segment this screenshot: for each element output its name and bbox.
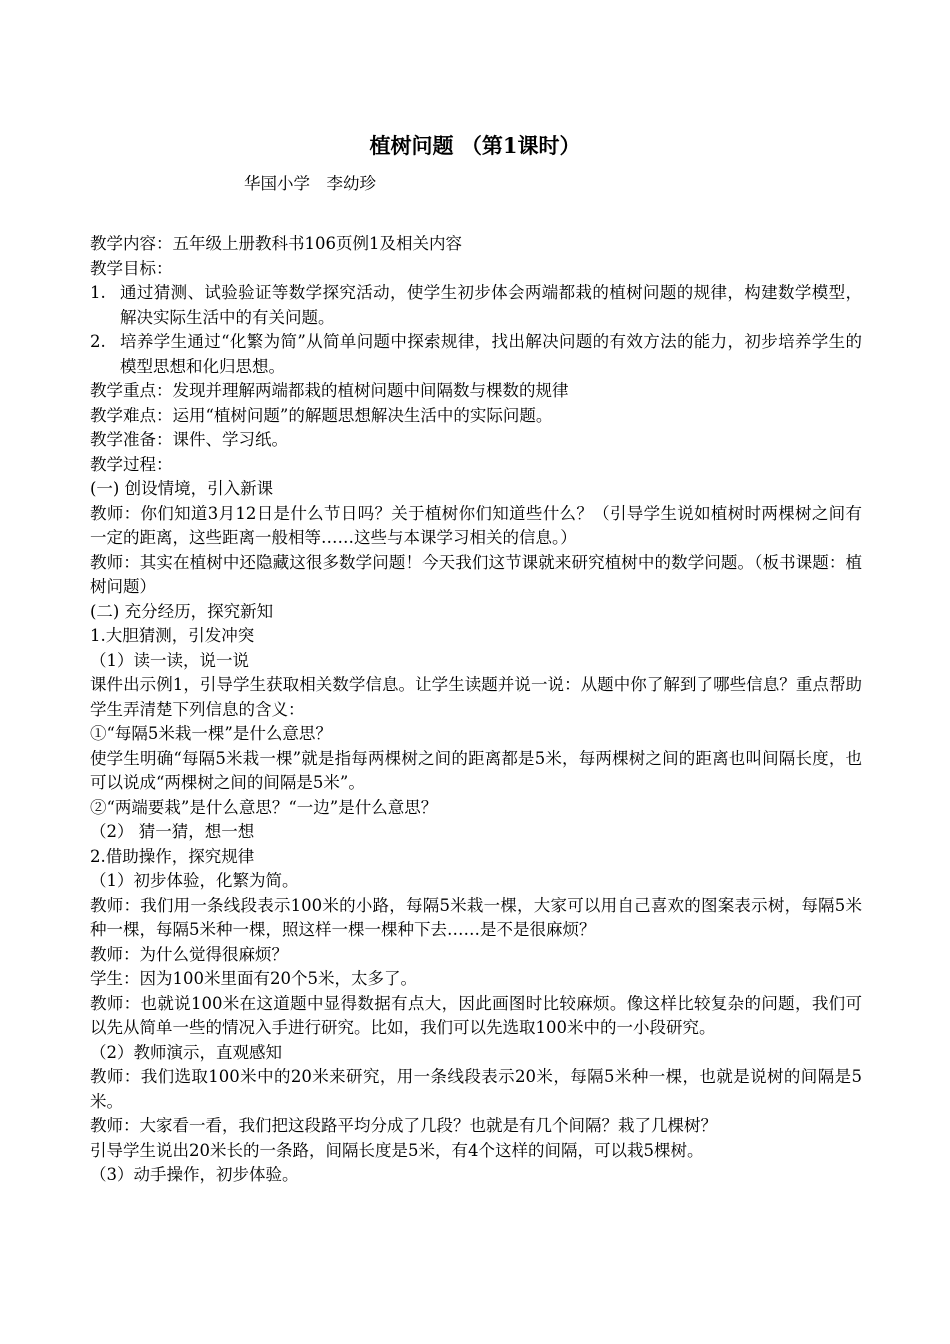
document-title: 植树问题 （第1课时）: [369, 133, 581, 158]
paragraph: 教师：你们知道3月12日是什么节日吗？关于植树你们知道些什么？（引导学生说如植树时两棵树之间有一定的距离，这些距离一般相等……这些与本课学习相关的信息。）: [90, 503, 862, 547]
paragraph: 使学生明确“每隔5米栽一棵”就是指每两棵树之间的距离都是5米，每两棵树之间的距离也叫间隔长度，也可以说成“两棵树之间的间隔是5米”。: [90, 748, 862, 792]
paragraph: 教师：为什么觉得很麻烦？: [90, 944, 288, 964]
preparation: 教学准备：课件、学习纸。: [90, 430, 288, 449]
objective-item: [90, 281, 862, 330]
paragraph: 课件出示例1，引导学生获取相关数学信息。让学生读题并说一说：从题中你了解到了哪些信息？重点帮助学生弄清楚下列信息的含义：: [90, 675, 862, 719]
step-heading: （3）动手操作，初步体验。: [90, 1165, 299, 1184]
paragraph: 教师：我们选取100米中的20米来研究，用一条线段表示20米，每隔5米种一棵，也就是说树的间隔是5米。: [90, 1067, 862, 1111]
objective-number: 1.: [90, 283, 106, 302]
paragraph: 教师：大家看一看，我们把这段路平均分成了几段？也就是有几个间隔？栽了几棵树？: [90, 1116, 717, 1135]
document-body: [90, 232, 862, 1188]
section-heading: (二) 充分经历，探究新知: [90, 601, 274, 621]
section-heading: (一) 创设情境，引入新课: [90, 479, 274, 498]
objective-number: 2.: [90, 332, 106, 351]
objectives-label: 教学目标：: [90, 258, 173, 278]
step-heading: （1）初步体验，化繁为简。: [90, 871, 299, 890]
paragraph: 引导学生说出20米长的一条路，间隔长度是5米，有4个这样的间隔，可以栽5棵树。: [90, 1140, 704, 1160]
paragraph: 教师：其实在植树中还隐藏这很多数学问题！今天我们这节课就来研究植树中的数学问题。（板书课题：植树问题）: [90, 552, 862, 596]
paragraph: 学生：因为100米里面有20个5米，太多了。: [90, 969, 417, 988]
process-label: 教学过程：: [90, 454, 173, 474]
step-heading: （1）读一读，说一说: [90, 650, 249, 670]
difficulty: 教学难点：运用“植树问题”的解题思想解决生活中的实际问题。: [90, 405, 553, 425]
subsection-heading: 2.借助操作，探究规律: [90, 846, 255, 866]
objective-item: [90, 330, 862, 379]
step-heading: （2）教师演示，直观感知: [90, 1042, 282, 1062]
subsection-heading: 1.大胆猜测，引发冲突: [90, 626, 255, 645]
teaching-content: 教学内容：五年级上册教科书106页例1及相关内容: [90, 234, 462, 253]
question-item: ①“每隔5米栽一棵”是什么意思？: [90, 724, 332, 743]
author-line: 华国小学 李幼珍: [244, 174, 376, 193]
objective-text: 通过猜测、试验验证等数学探究活动，使学生初步体会两端都栽的植树问题的规律，构建数学模型，解决实际生活中的有关问题。: [120, 283, 862, 327]
key-point: 教学重点：发现并理解两端都栽的植树问题中间隔数与棵数的规律: [90, 381, 569, 400]
question-item: ②“两端要栽”是什么意思？“一边”是什么意思？: [90, 797, 438, 817]
step-heading: （2） 猜一猜，想一想: [90, 822, 255, 841]
paragraph: 教师：也就说100米在这道题中显得数据有点大，因此画图时比较麻烦。像这样比较复杂的问题，我们可以先从简单一些的情况入手进行研究。比如，我们可以先选取100米中的一小段研究。: [90, 993, 862, 1037]
objective-text: 培养学生通过“化繁为简”从简单问题中探索规律，找出解决问题的有效方法的能力，初步培养学生的模型思想和化归思想。: [120, 332, 862, 376]
paragraph: 教师：我们用一条线段表示100米的小路，每隔5米栽一棵，大家可以用自己喜欢的图案表示树，每隔5米种一棵，每隔5米种一棵，照这样一棵一棵种下去……是不是很麻烦？: [90, 895, 862, 939]
